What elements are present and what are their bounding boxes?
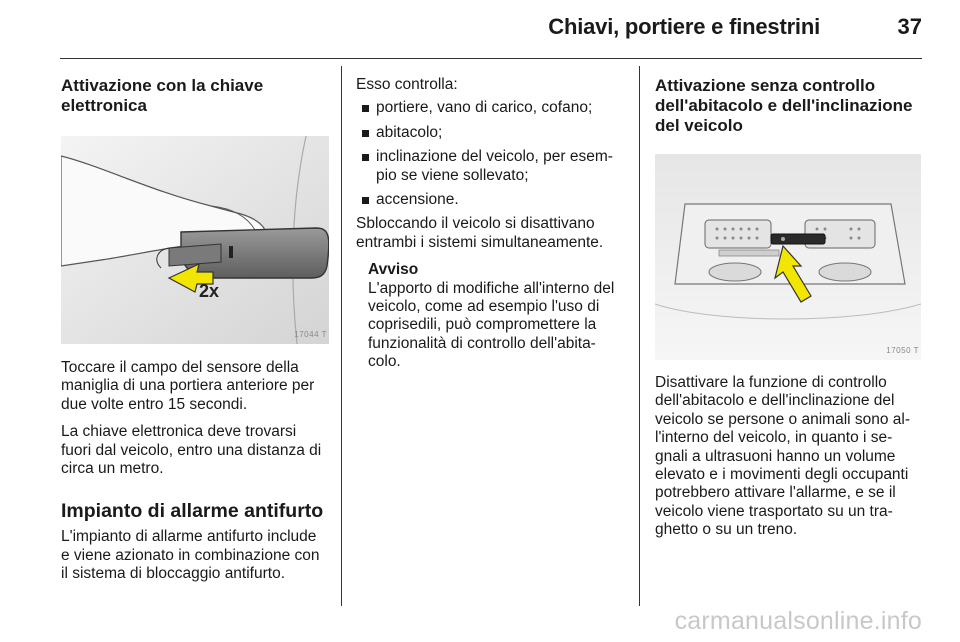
list-item: accensione.	[356, 191, 628, 209]
paragraph-key-distance: La chiave elettronica deve trovarsi fuori dal veicolo, entro una distanza di circa un metro.	[61, 423, 322, 478]
column-divider-right	[639, 66, 640, 606]
monitored-items-list	[356, 99, 628, 209]
heading-electronic-key: Attivazione con la chiave elettronica	[61, 76, 264, 115]
watermark: carmanualsonline.info	[674, 607, 922, 635]
list-item: abitacolo;	[356, 124, 628, 142]
notice-title: Avviso	[368, 261, 419, 279]
list-item: inclinazione del veicolo, per esem- pio se viene sollevato;	[356, 148, 628, 185]
header-title: Chiavi, portiere e finestrini	[548, 14, 820, 39]
figure-code: 17044 T	[294, 329, 327, 339]
figure-label-2x: 2x	[199, 281, 220, 301]
paragraph-unlock: Sbloccando il veicolo si disattivano entrambi i sistemi simultaneamente.	[356, 215, 604, 251]
paragraph-alarm-system: L'impianto di allarme antifurto include e viene azionato in combinazione con il sistema di bloccaggio antifurto.	[61, 528, 320, 583]
column-left	[61, 76, 327, 584]
notice-text: L'apporto di modifiche all'interno del veicolo, come ad esempio l'uso di coprisedili, può compromettere la funzionalità di controllo dell'abita- colo.	[368, 279, 615, 371]
figure-door-handle	[61, 136, 329, 344]
list-item: portiere, vano di carico, cofano;	[356, 99, 628, 117]
figure-code: 17050 T	[886, 345, 919, 355]
paragraph-intro: Esso controlla:	[356, 76, 458, 93]
header-rule	[60, 58, 922, 59]
paragraph-disable-function: Disattivare la funzione di controllo dell'abitacolo e dell'inclinazione del veicolo se persone o animali sono al- l'interno del veicolo, in quanto i se- gnali a ultrasuoni hanno un volume elevato e i movimenti degli occupanti potrebbero attivare l'allarme, e se il veicolo viene trasportato su un tra- ghetto o su un treno.	[655, 374, 911, 539]
page-number: 37	[897, 14, 922, 39]
column-right	[655, 76, 923, 540]
heading-anti-theft-alarm: Impianto di allarme antifurto	[61, 500, 324, 523]
notice-box	[356, 261, 628, 371]
figure-ceiling-console	[655, 154, 921, 360]
heading-disable-monitoring: Attivazione senza controllo dell'abitacolo e dell'inclinazione del veicolo	[655, 76, 913, 135]
paragraph-touch-sensor: Toccare il campo del sensore della maniglia di una portiera anteriore per due volte entro 15 secondi.	[61, 359, 315, 413]
column-divider-left	[341, 66, 342, 606]
ceiling-console-illustration	[655, 154, 921, 360]
door-handle-illustration	[61, 136, 329, 344]
column-middle	[356, 76, 628, 372]
